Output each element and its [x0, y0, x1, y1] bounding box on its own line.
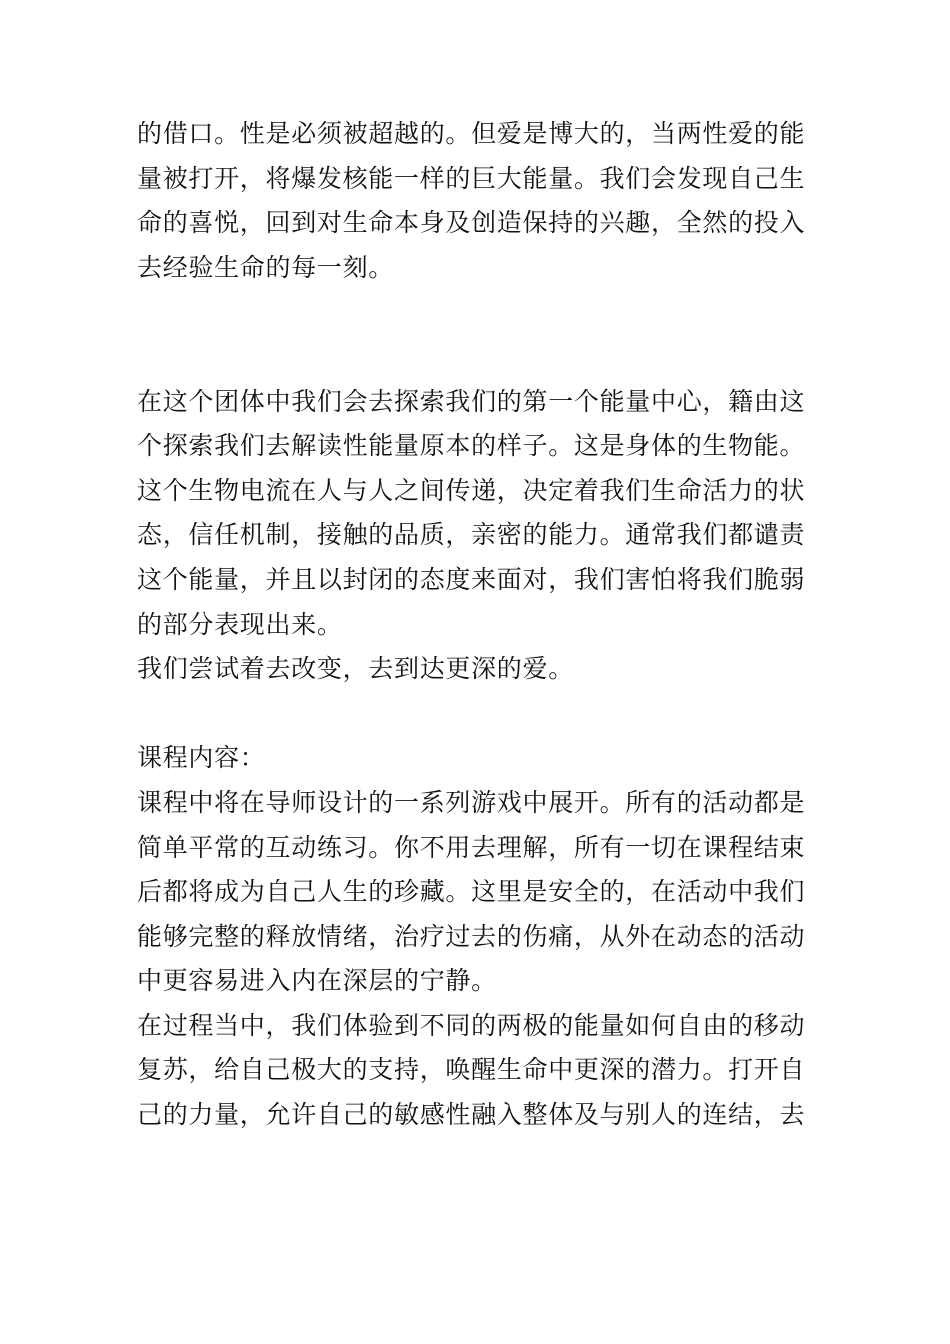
paragraph-1: 的借口。性是必须被超越的。但爱是博大的，当两性爱的能量被打开，将爆发核能一样的巨大能量。我们会发现自己生命的喜悦，回到对生命本身及创造保持的兴趣，全然的投入去经验生命的每一刻。 — [137, 119, 806, 282]
paragraph-spacer — [137, 692, 822, 737]
document-body — [137, 112, 822, 1138]
paragraph-3: 我们尝试着去改变，去到达更深的爱。 — [137, 654, 574, 684]
section-heading: 课程内容： — [137, 743, 266, 773]
paragraph-spacer — [137, 290, 822, 335]
paragraph-2: 在这个团体中我们会去探索我们的第一个能量中心，籍由这个探索我们去解读性能量原本的样子。这是身体的生物能。这个生物电流在人与人之间传递，决定着我们生命活力的状态，信任机制，接触的品质，亲密的能力。通常我们都谴责这个能量，并且以封闭的态度来面对，我们害怕将我们脆弱的部分表现出来。 — [137, 386, 806, 639]
paragraph-spacer — [137, 335, 822, 380]
paragraph-5: 在过程当中，我们体验到不同的两极的能量如何自由的移动复苏，给自己极大的支持，唤醒生命中更深的潜力。打开自己的力量，允许自己的敏感性融入整体及与别人的连结，去 — [137, 1010, 806, 1130]
paragraph-4: 课程中将在导师设计的一系列游戏中展开。所有的活动都是简单平常的互动练习。你不用去理解，所有一切在课程结束后都将成为自己人生的珍藏。这里是安全的，在活动中我们能够完整的释放情绪，治疗过去的伤痛，从外在动态的活动中更容易进入内在深层的宁静。 — [137, 787, 806, 996]
